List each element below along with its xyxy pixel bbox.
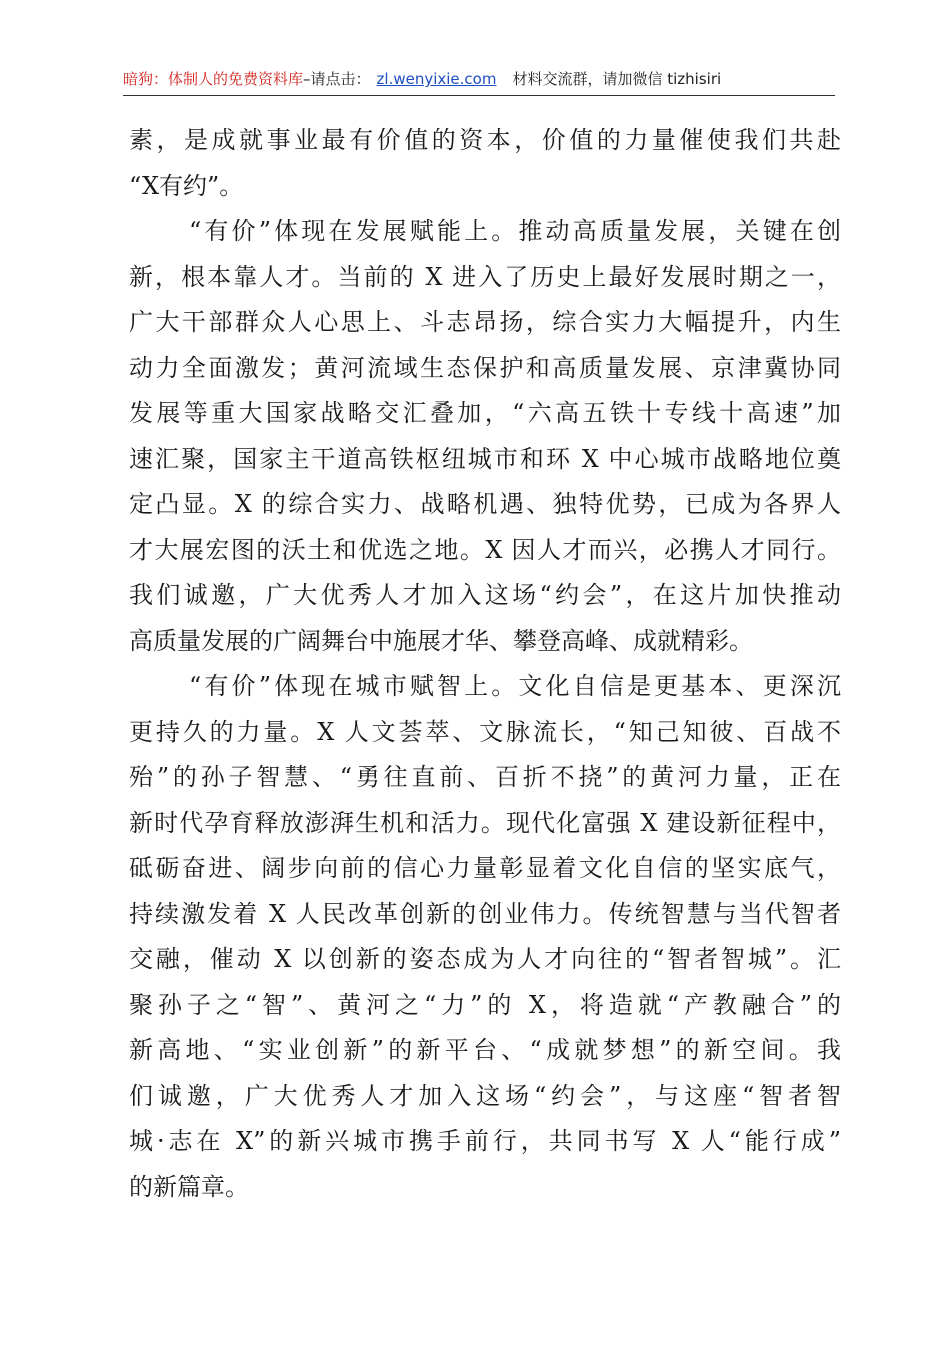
- text-line: 新时代孕育释放澎湃生机和活力。现代化富强 X 建设新征程中，: [129, 808, 841, 837]
- text-line: 发展等重大国家战略交汇叠加，“六高五铁十专线十高速”加: [129, 399, 841, 427]
- header-group-note: 材料交流群，请加微信 tizhisiri: [512, 70, 722, 88]
- document-body: [129, 118, 841, 1210]
- header-brand: 暗狗：体制人的免费资料库: [123, 70, 304, 88]
- paragraph: [129, 118, 841, 209]
- text-line: 的新篇章。: [129, 1172, 249, 1201]
- text-line: 更持久的力量。X 人文荟萃、文脉流长，“知己知彼、百战不: [129, 717, 841, 746]
- text-line: 才大展宏图的沃土和优选之地。X 因人才而兴，必携人才同行。: [129, 535, 841, 564]
- text-line: 动力全面激发；黄河流域生态保护和高质量发展、京津冀协同: [129, 353, 841, 382]
- text-line: 我们诚邀，广大优秀人才加入这场“约会”，在这片加快推动: [129, 581, 841, 609]
- text-line: “有价”体现在城市赋智上。文化自信是更基本、更深沉: [189, 672, 841, 700]
- text-line: 们诚邀，广大优秀人才加入这场“约会”，与这座“智者智: [129, 1081, 841, 1110]
- text-line: 广大干部群众人心思上、斗志昂扬，综合实力大幅提升，内生: [129, 308, 841, 336]
- paragraph: [129, 209, 841, 664]
- text-line: 城·志在 X”的新兴城市携手前行，共同书写 X 人“能行成”: [129, 1127, 841, 1155]
- paragraph: [129, 664, 841, 1210]
- page-header: [123, 64, 835, 94]
- header-link[interactable]: zl.wenyixie.com: [376, 70, 497, 88]
- text-line: 交融，催动 X 以创新的姿态成为人才向往的“智者智城”。汇: [129, 945, 841, 973]
- text-line: 持续激发着 X 人民改革创新的创业伟力。传统智慧与当代智者: [129, 899, 841, 928]
- header-divider: [123, 95, 835, 96]
- text-line: 聚孙子之“智”、黄河之“力”的 X，将造就“产教融合”的: [129, 990, 841, 1019]
- text-line: “有价”体现在发展赋能上。推动高质量发展，关键在创: [189, 217, 841, 245]
- header-click-prompt: –请点击：: [303, 70, 371, 88]
- text-line: 新，根本靠人才。当前的 X 进入了历史上最好发展时期之一，: [129, 262, 841, 291]
- text-line: 砥砺奋进、阔步向前的信心力量彰显着文化自信的坚实底气，: [129, 854, 841, 882]
- text-line: 速汇聚，国家主干道高铁枢纽城市和环 X 中心城市战略地位奠: [129, 444, 841, 473]
- text-line: 素，是成就事业最有价值的资本，价值的力量催使我们共赴: [129, 126, 841, 154]
- text-line: 定凸显。X 的综合实力、战略机遇、独特优势，已成为各界人: [129, 490, 841, 518]
- text-line: 新高地、“实业创新”的新平台、“成就梦想”的新空间。我: [129, 1036, 841, 1064]
- text-line: “X有约”。: [129, 171, 244, 200]
- text-line: 殆”的孙子智慧、“勇往直前、百折不挠”的黄河力量，正在: [129, 763, 841, 791]
- text-line: 高质量发展的广阔舞台中施展才华、攀登高峰、成就精彩。: [129, 626, 753, 655]
